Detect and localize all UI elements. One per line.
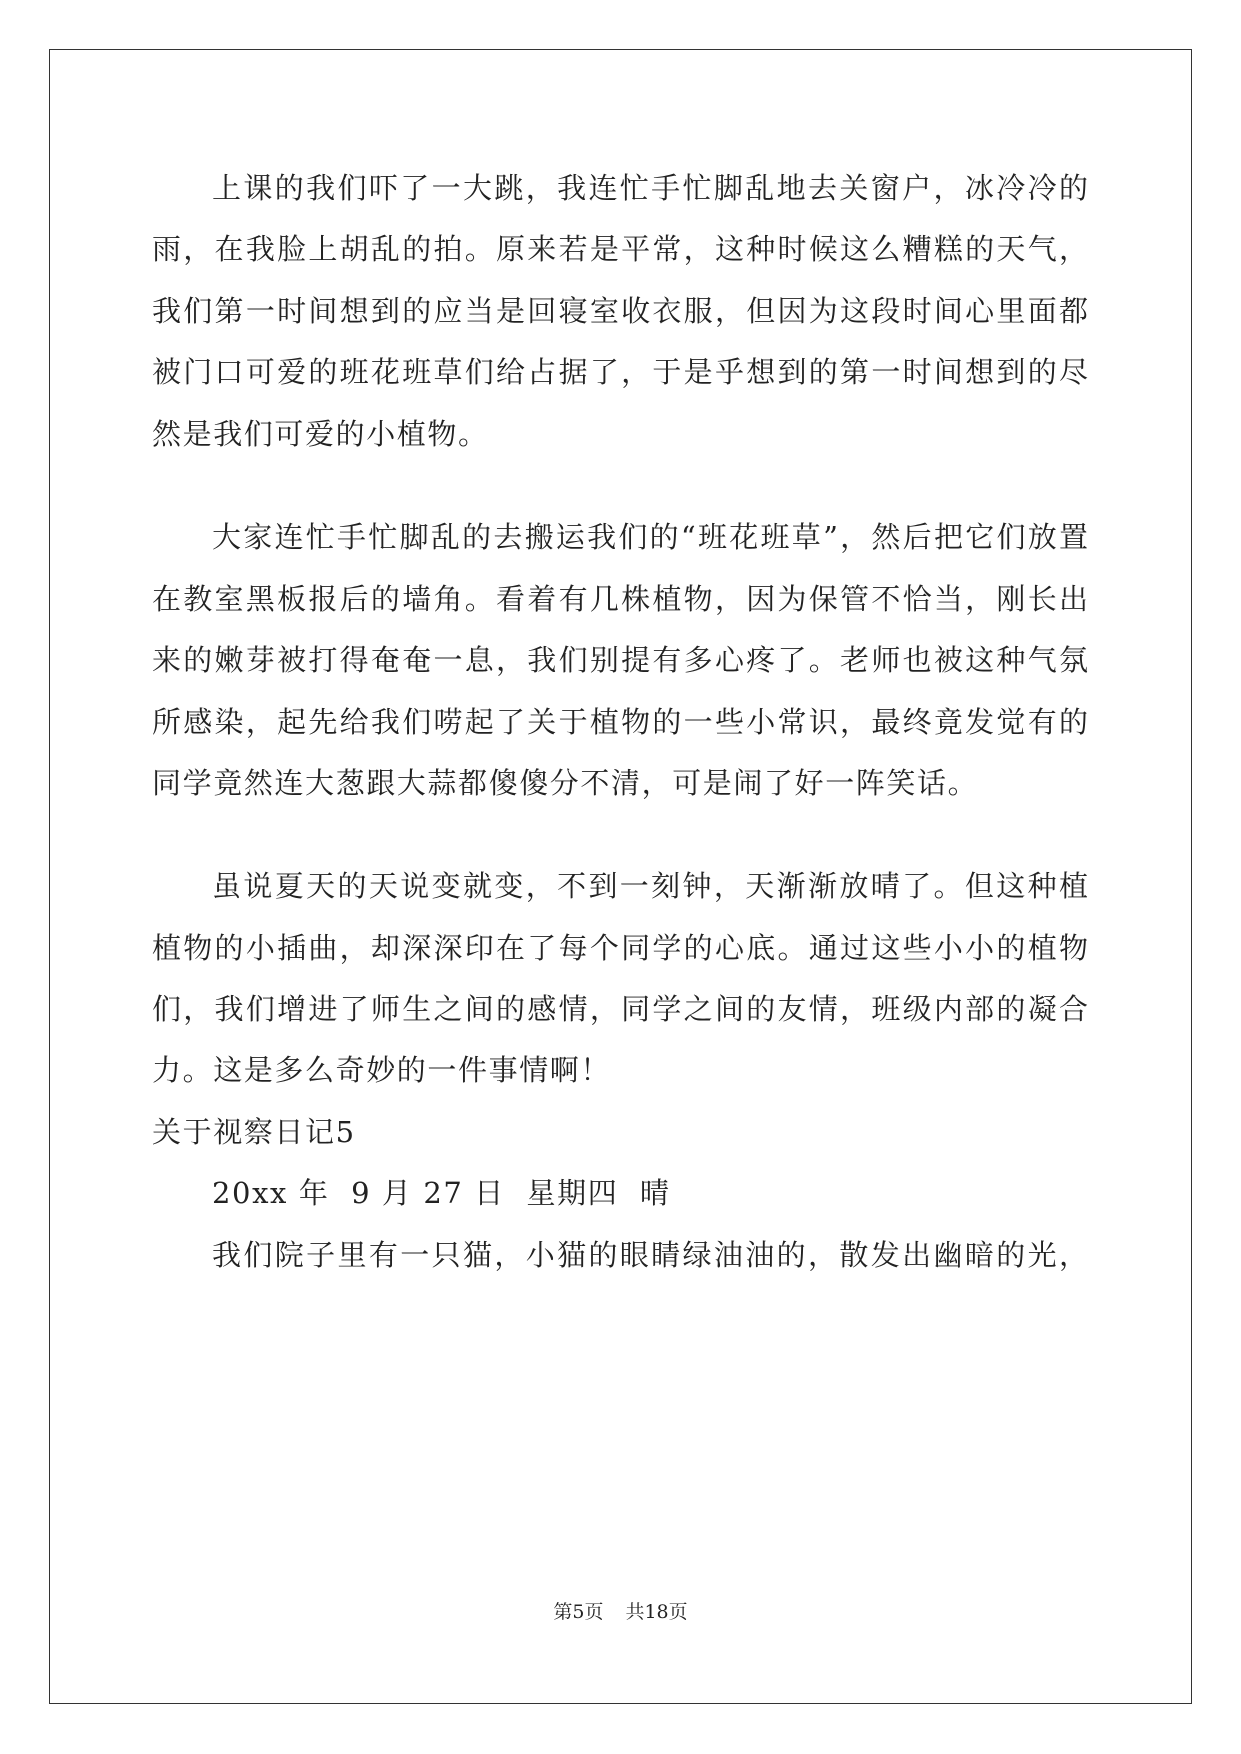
text-line: 大家连忙手忙脚乱的去搬运我们的“班花班草”，然后把它们放置 xyxy=(212,520,1088,554)
text-line: 同学竟然连大葱跟大蒜都傻傻分不清，可是闹了好一阵笑话。 xyxy=(152,766,979,800)
text-line: 虽说夏天的天说变就变，不到一刻钟，天渐渐放晴了。但这种植 xyxy=(212,869,1088,903)
text-line: 然是我们可爱的小植物。 xyxy=(152,417,489,451)
section-heading: 关于视察日记5 xyxy=(152,1115,356,1149)
text-line: 上课的我们吓了一大跳，我连忙手忙脚乱地去关窗户，冰冷冷的 xyxy=(212,171,1088,205)
text-line: 们，我们增进了师生之间的感情，同学之间的友情，班级内部的凝合 xyxy=(152,992,1088,1026)
text-line: 被门口可爱的班花班草们给占据了，于是乎想到的第一时间想到的尽 xyxy=(152,355,1088,389)
text-line: 我们第一时间想到的应当是回寝室收衣服，但因为这段时间心里面都 xyxy=(152,294,1088,328)
text-line: 来的嫩芽被打得奄奄一息，我们别提有多心疼了。老师也被这种气氛 xyxy=(152,643,1088,677)
page-number: 第5页 xyxy=(553,1601,604,1623)
page-footer xyxy=(0,1600,1241,1624)
diary-date-line: 20xx 年 9 月 27 日 星期四 晴 xyxy=(212,1176,671,1210)
text-line: 我们院子里有一只猫，小猫的眼睛绿油油的，散发出幽暗的光， xyxy=(212,1238,1088,1272)
text-line: 所感染，起先给我们唠起了关于植物的一些小常识，最终竟发觉有的 xyxy=(152,705,1088,739)
page-total: 共18页 xyxy=(625,1601,688,1623)
text-line: 雨，在我脸上胡乱的拍。原来若是平常，这种时候这么糟糕的天气， xyxy=(152,232,1088,266)
text-line: 力。这是多么奇妙的一件事情啊！ xyxy=(152,1053,612,1087)
text-line: 植物的小插曲，却深深印在了每个同学的心底。通过这些小小的植物 xyxy=(152,931,1088,965)
text-line: 在教室黑板报后的墙角。看着有几株植物，因为保管不恰当，刚长出 xyxy=(152,582,1088,616)
